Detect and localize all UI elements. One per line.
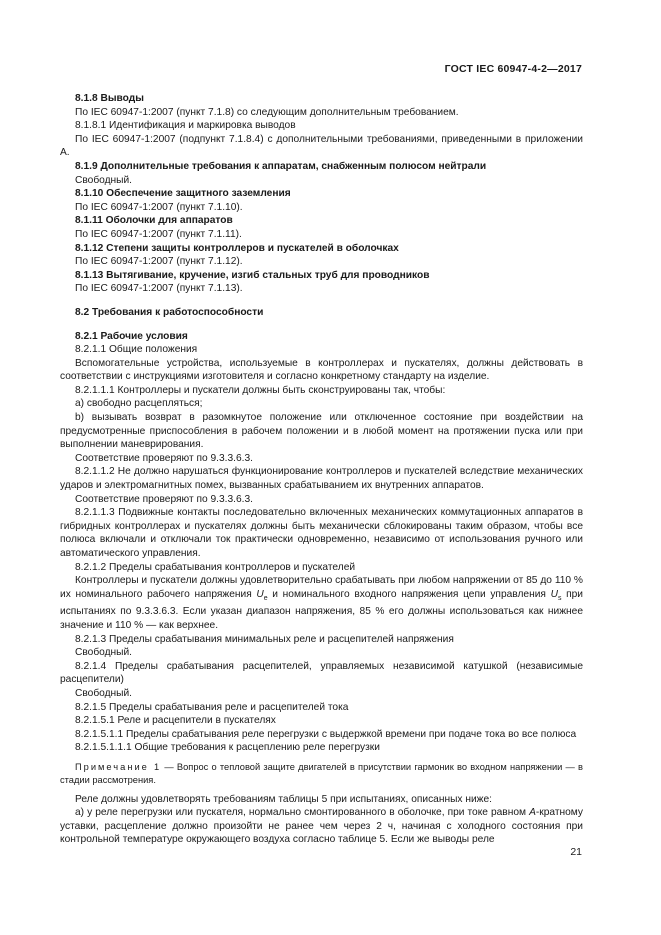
note-1: Примечание 1 — Вопрос о тепловой защите двигателей в присутствии гармоник во входном напряжении — в стадии рассмотрения. <box>60 761 583 785</box>
paragraph: Вспомогательные устройства, используемые в контроллерах и пускателях, должны действовать в соответствии с инструкциями изготовителя и согласно конкретному стандарту на изделие. <box>60 357 583 383</box>
subheading-8-1-8-1: 8.1.8.1 Идентификация и маркировка выводов <box>75 120 296 132</box>
paragraph: 8.2.1.1.3 Подвижные контакты последовательно включенных механических коммутационных аппаратов в гибридных контроллерах и пускателях должны быть механически сблокированы таким образом, чтобы все полюса включали и отключали ток практически одновременно, независимо от использования ручного или автоматического управления. <box>60 507 583 559</box>
paragraph: По IEC 60947-1:2007 (пункт 7.1.8) со следующим дополнительным требованием. <box>75 106 459 118</box>
paragraph: Свободный. <box>75 687 133 699</box>
paragraph: Реле должны удовлетворять требованиям таблицы 5 при испытаниях, описанных ниже: <box>75 793 492 805</box>
paragraph: Свободный. <box>75 647 133 659</box>
paragraph: Соответствие проверяют по 9.3.3.6.3. <box>75 452 253 464</box>
subheading-8-2-1-2: 8.2.1.2 Пределы срабатывания контроллеров и пускателей <box>75 561 356 573</box>
subheading-8-2-1-5-1-1: 8.2.1.5.1.1 Пределы срабатывания реле перегрузки с выдержкой времени при подаче тока во все полюса <box>75 728 577 740</box>
document-body <box>60 92 583 847</box>
heading-8-2: 8.2 Требования к работоспособности <box>75 306 264 318</box>
list-item-a: a) свободно расцепляться; <box>75 398 203 410</box>
paragraph: 8.2.1.1.1 Контроллеры и пускатели должны быть сконструированы так, чтобы: <box>75 384 446 396</box>
paragraph: По IEC 60947-1:2007 (пункт 7.1.12). <box>75 256 243 268</box>
heading-8-1-8: 8.1.8 Выводы <box>75 93 144 104</box>
subheading-8-2-1-5: 8.2.1.5 Пределы срабатывания реле и расцепителей тока <box>75 701 349 713</box>
heading-8-1-11: 8.1.11 Оболочки для аппаратов <box>75 215 233 227</box>
heading-8-1-10: 8.1.10 Обеспечение защитного заземления <box>75 188 291 200</box>
paragraph: По IEC 60947-1:2007 (пункт 7.1.13). <box>75 283 243 295</box>
paragraph: По IEC 60947-1:2007 (пункт 7.1.10). <box>75 201 243 213</box>
list-item-b: b) вызывать возврат в разомкнутое положение или отключенное состояние при воздействии на предусмотренные приспособления в рабочем положении и в любой момент на протяжении пуска или при выполнении маневрирования. <box>60 412 583 451</box>
heading-8-1-13: 8.1.13 Вытягивание, кручение, изгиб стальных труб для проводников <box>75 269 430 281</box>
subheading-8-2-1-5-1: 8.2.1.5.1 Реле и расцепители в пускателях <box>75 715 276 727</box>
subheading-8-2-1-5-1-1-1: 8.2.1.5.1.1.1 Общие требования к расцеплению реле перегрузки <box>75 742 380 754</box>
paragraph: 8.2.1.1.2 Не должно нарушаться функционирование контроллеров и пускателей вследствие механических ударов и электромагнитных помех, вызванных срабатыванием их внутренних аппаратов. <box>60 466 583 492</box>
subheading-8-2-1-1: 8.2.1.1 Общие положения <box>75 344 198 356</box>
note-label: Примечание 1 <box>75 761 162 772</box>
heading-8-1-9: 8.1.9 Дополнительные требования к аппаратам, снабженным полюсом нейтрали <box>75 160 487 172</box>
paragraph: По IEC 60947-1:2007 (подпункт 7.1.8.4) с дополнительными требованиями, приведенными в приложении А. <box>60 133 583 159</box>
subheading-8-2-1-4: 8.2.1.4 Пределы срабатывания расцепителей, управляемых независимой катушкой (независимые расцепители) <box>60 660 583 686</box>
paragraph: По IEC 60947-1:2007 (пункт 7.1.11). <box>75 228 242 240</box>
subheading-8-2-1-3: 8.2.1.3 Пределы срабатывания минимальных реле и расцепителей напряжения <box>75 633 454 645</box>
standard-header: ГОСТ IEC 60947-4-2—2017 <box>444 63 582 75</box>
heading-8-1-12: 8.1.12 Степени защиты контроллеров и пускателей в оболочках <box>75 242 399 254</box>
paragraph-voltage-limits: Контроллеры и пускатели должны удовлетворительно срабатывать при любом напряжении от 85 до 110 % их номинального рабочего напряжения $U_e$ и номинального входного напряжения цепи управления $U_s$ при испытаниях по 9.3.3.6.3. Если указан диапазон напряжения, 85 % его должны использоваться как нижнее значение и 110 % — как верхнее. <box>60 575 583 631</box>
heading-8-2-1: 8.2.1 Рабочие условия <box>75 330 188 342</box>
list-item-a-relay: а) у реле перегрузки или пускателя, нормально смонтированного в оболочке, при токе равном А-кратному уставки, расцепление должно произойти не ранее чем через 2 ч, начиная с холодного состояния при контрольной температуре окружающего воздуха согласно таблице 5. Если же выводы реле <box>60 807 583 846</box>
paragraph: Соответствие проверяют по 9.3.3.6.3. <box>75 493 253 505</box>
paragraph: Свободный. <box>75 174 133 186</box>
page-number: 21 <box>570 846 582 858</box>
